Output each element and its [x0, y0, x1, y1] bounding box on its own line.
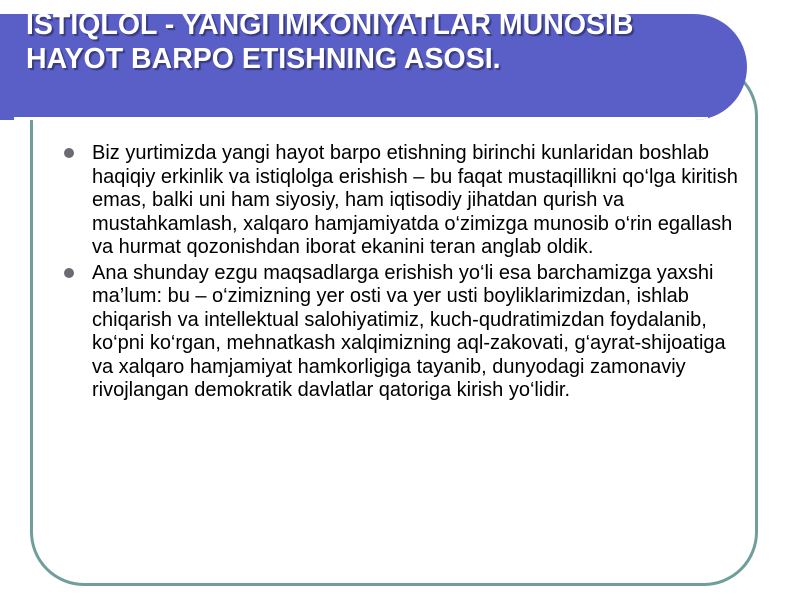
bullet-dot-icon	[64, 268, 74, 278]
bullet-text: Ana shunday ezgu maqsadlarga erishish yo‘li esa barchamizga yaxshi ma’lum: bu – o‘zimizning yer osti va yer usti boyliklarimizdan, ishlab chiqarish va intellektual salohiyatimiz, kuch-qudratimizdan foydalanib, ko‘pni ko‘rgan, mehnatkash xalqimizning aql-zakovati, g‘ayrat-shijoatiga va xalqaro hamjamiyat hamkorligiga tayanib, dunyodagi zamonaviy rivojlangan demokratik davlatlar qatoriga kirish yo‘lidir.	[92, 261, 726, 401]
slide-title: ISTIQLOL - YANGI IMKONIYATLAR MUNOSIB HAYOT BARPO ETISHNING ASOSI.	[26, 14, 634, 75]
bullet-item	[62, 262, 742, 403]
title-band	[0, 14, 747, 120]
title-underline	[14, 117, 708, 120]
bullet-dot-icon	[64, 148, 74, 158]
bullet-list	[62, 142, 742, 405]
bullet-text: Biz yurtimizda yangi hayot barpo etishning birinchi kunlaridan boshlab haqiqiy erkinlik va istiqlolga erishish – bu faqat mustaqillikni qo‘lga kiritish emas, balki uni ham siyosiy, ham iqtisodiy jihatdan qurish va mustahkamlash, xalqaro hamjamiyatda o‘zimizga munosib o‘rin egallash va hurmat qozonishdan iborat ekanini teran anglab oldik.	[92, 142, 738, 258]
bullet-item	[62, 142, 742, 260]
